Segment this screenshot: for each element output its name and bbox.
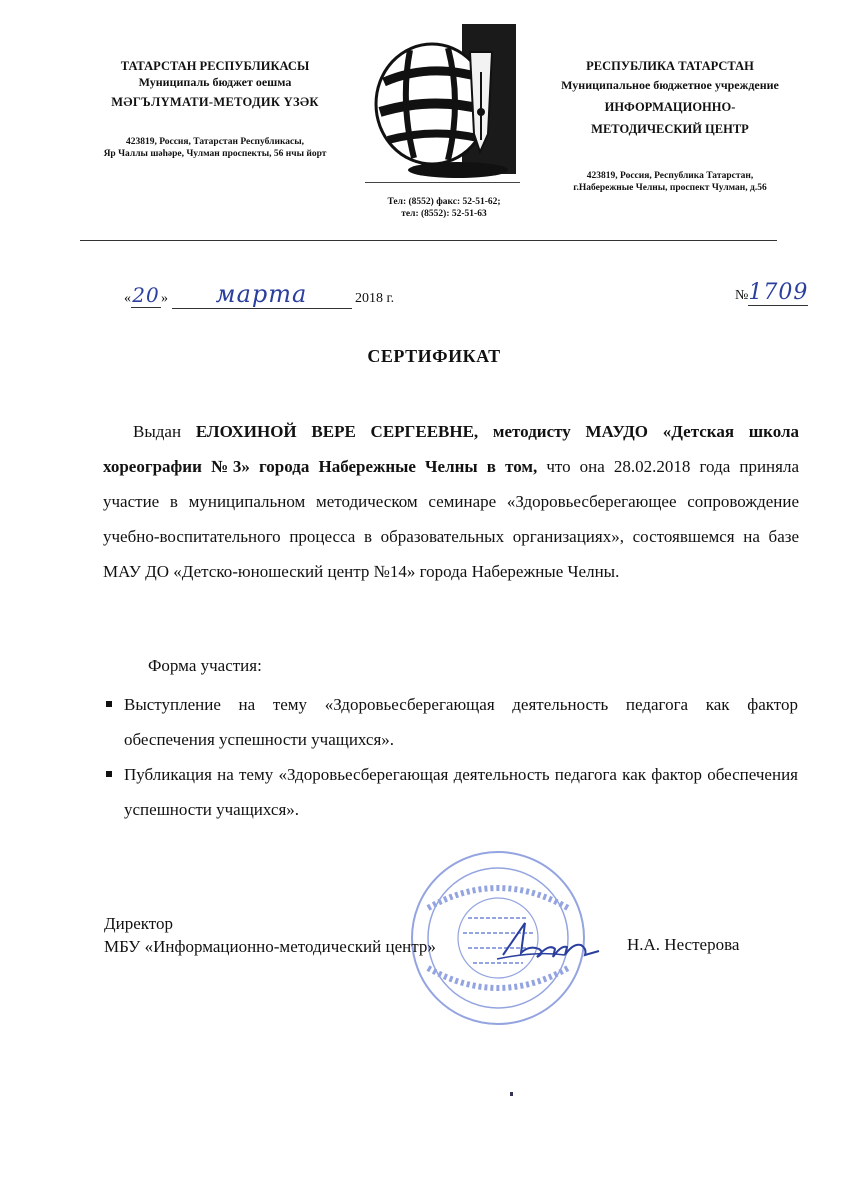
header-right — [520, 58, 820, 194]
date-year: 2018 г. — [355, 291, 395, 306]
header-contact — [380, 196, 508, 220]
header-left-line3: МӘГЪЛҮМАТИ-МЕТОДИК ҮЗӘК — [111, 95, 319, 109]
header-left — [70, 58, 360, 160]
date-day: 20 — [132, 283, 160, 307]
document-number — [735, 280, 808, 306]
participation-item-2: Публикация на тему «Здоровьесберегающая деятельность педагога как фактор обеспечения успешности учащихся». — [124, 765, 798, 819]
body-lead: Выдан — [133, 422, 182, 441]
certificate-body — [103, 414, 799, 589]
contact-line2: тел: (8552): 52-51-63 — [401, 209, 487, 219]
header-right-line4: МЕТОДИЧЕСКИЙ ЦЕНТР — [591, 122, 749, 136]
bullet-icon — [106, 701, 112, 707]
date-open-quote: « — [124, 291, 131, 306]
director-role: Директор — [104, 914, 173, 933]
date-close-quote: » — [161, 291, 168, 306]
participation-label: Форма участия: — [148, 656, 262, 675]
bullet-icon — [106, 771, 112, 777]
body-recipient: ЕЛОХИНОЙ ВЕРЕ СЕРГЕЕВНЕ, методисту МАУДО «Детская школа хореографии №3» города Набережные Челны в том, — [103, 422, 800, 476]
date-month: марта — [172, 280, 352, 309]
participation-list — [104, 687, 798, 827]
ink-dot — [510, 1092, 513, 1096]
page-title: СЕРТИФИКАТ — [367, 346, 501, 366]
header-right-address1: 423819, Россия, Республика Татарстан, — [586, 171, 754, 181]
logo-underline — [365, 182, 520, 183]
list-item — [104, 757, 798, 827]
contact-line1: Тел: (8552) факс: 52-51-62; — [387, 197, 501, 207]
number-value: 1709 — [748, 280, 809, 305]
director-org: МБУ «Информационно-методический центр» — [104, 937, 436, 956]
participation-item-1: Выступление на тему «Здоровьесберегающая деятельность педагога как фактор обеспечения успешности учащихся». — [124, 695, 798, 749]
header-left-line2: Муниципаль бюджет оешма — [138, 75, 292, 89]
handwritten-signature — [495, 915, 605, 975]
signature-block — [104, 912, 436, 958]
header-right-line2: Муниципальное бюджетное учреждение — [561, 78, 779, 92]
globe-pen-emblem-icon — [370, 22, 518, 182]
body-rest: что она 28.02.2018 года приняла участие в муниципальном методическом семинаре «Здоровьесберегающее сопровождение учебно-воспитательного процесса в образовательных организациях», состоявшемся на базе МАУ ДО «Детско-юношеский центр №14» города Набережные Челны. — [103, 457, 800, 581]
number-prefix: № — [735, 288, 749, 303]
header-right-address2: г.Набережные Челны, проспект Чулман, д.56 — [573, 183, 767, 193]
header-divider — [80, 240, 777, 241]
header-right-line1: РЕСПУБЛИКА ТАТАРСТАН — [586, 59, 754, 73]
date-line — [124, 280, 394, 309]
list-item — [104, 687, 798, 757]
director-name: Н.А. Нестерова — [627, 935, 740, 954]
header-left-line1: ТАТАРСТАН РЕСПУБЛИКАСЫ — [120, 59, 310, 73]
header-left-address2: Яр Чаллы шәһәре, Чулман проспекты, 56 нчы йорт — [103, 149, 327, 159]
header-left-address1: 423819, Россия, Татарстан Республикасы, — [125, 137, 305, 147]
header-right-line3: ИНФОРМАЦИОННО- — [604, 100, 736, 114]
